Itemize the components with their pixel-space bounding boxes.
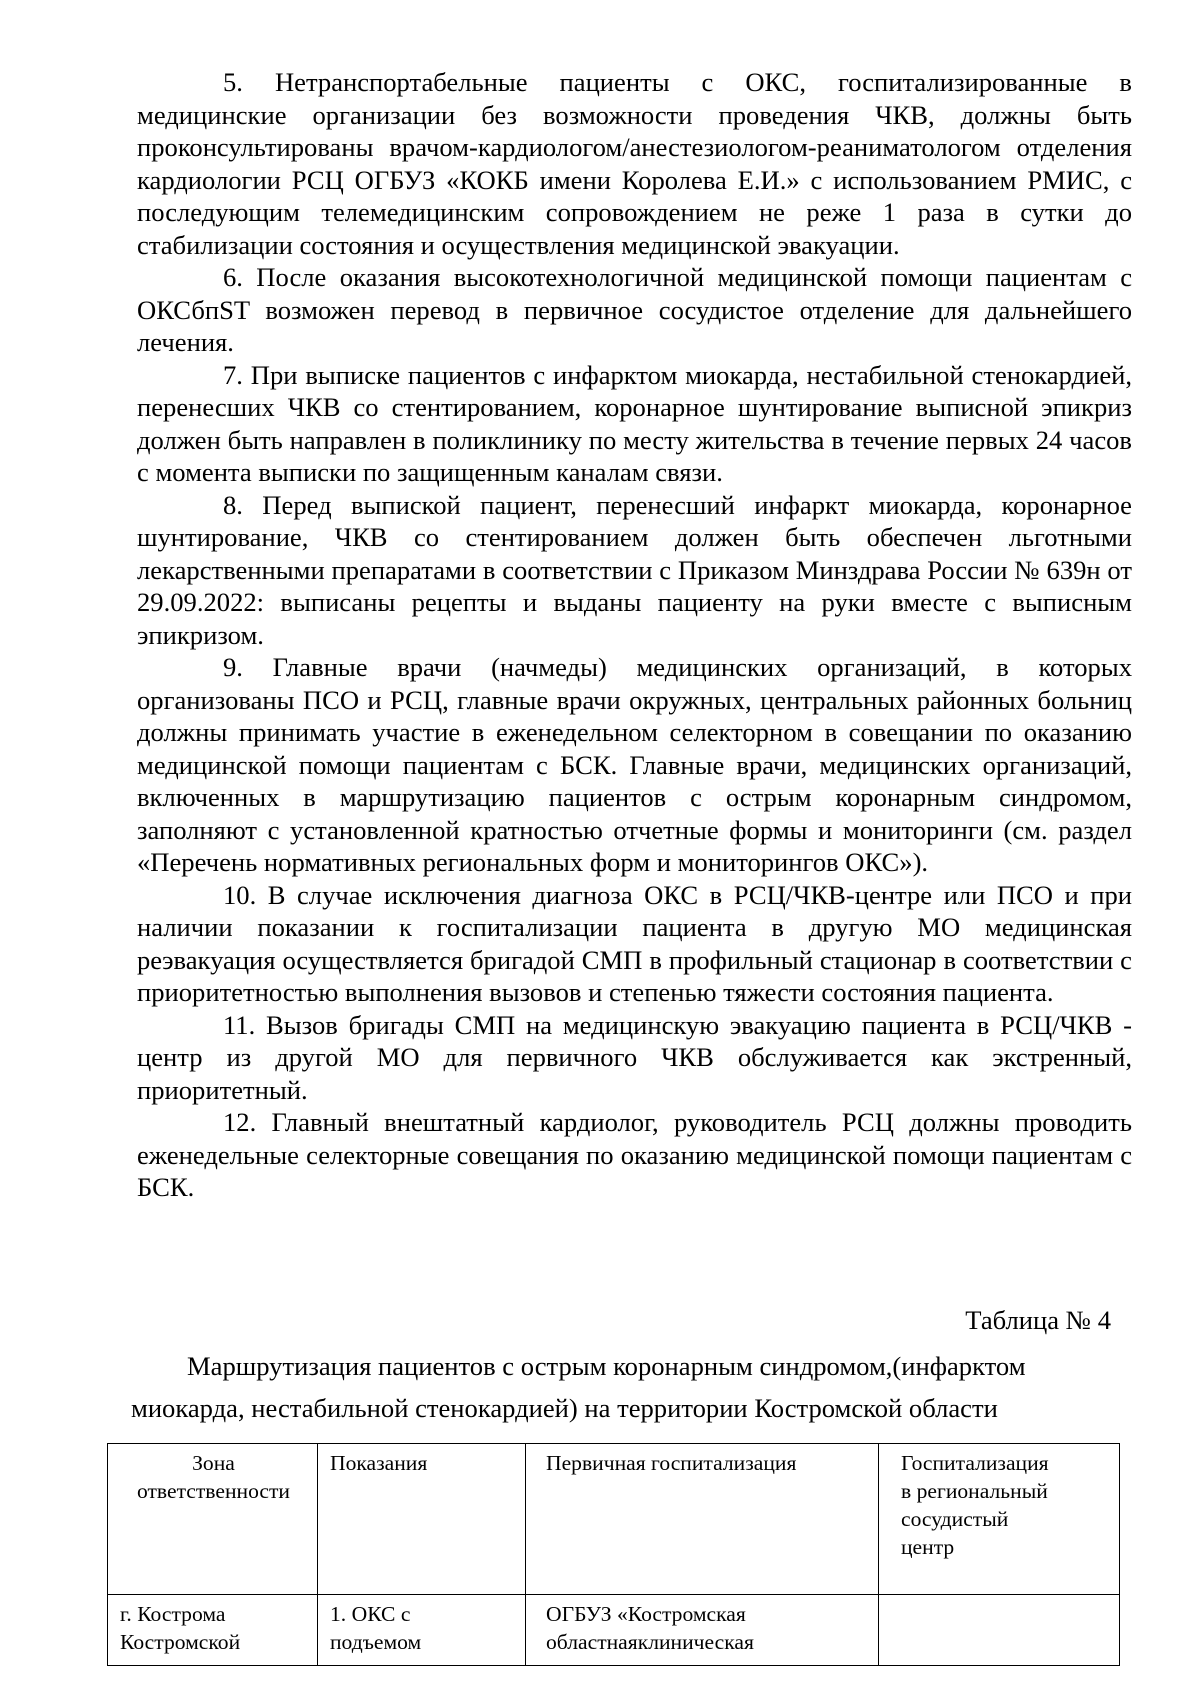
header-zone-line: ответственности xyxy=(136,1479,290,1503)
table-row xyxy=(108,1595,1120,1666)
header-regional-line: в региональный xyxy=(901,1479,1048,1503)
header-regional-line: центр xyxy=(901,1535,955,1559)
paragraph-item-10: 10. В случае исключения диагноза ОКС в РСЦ/ЧКВ-центре или ПСО и при наличии показании к госпитализации пациента в другую МО медицинская реэвакуация осуществляется бригадой СМП в профильный стационар в соответствии с приоритетностью выполнения вызовов и степенью тяжести состояния пациента. xyxy=(137,879,1132,1007)
paragraph-item-11: 11. Вызов бригады СМП на медицинскую эвакуацию пациента в РСЦ/ЧКВ - центр из другой МО для первичного ЧКВ обслуживается как экстренный, приоритетный. xyxy=(137,1009,1132,1105)
header-primary-line: Первичная госпитализация xyxy=(546,1451,797,1475)
document-body xyxy=(137,66,1132,1204)
table-title-line-1: Маршрутизация пациентов с острым коронарным синдромом,(инфарктом xyxy=(187,1351,1026,1381)
header-regional-line: сосудистый xyxy=(901,1507,1009,1531)
paragraph-item-12: 12. Главный внештатный кардиолог, руководитель РСЦ должны проводить еженедельные селекторные совещания по оказанию медицинской помощи пациентам с БСК. xyxy=(137,1107,1132,1202)
table-title-line-2: миокарда, нестабильной стенокардией) на территории Костромской области xyxy=(131,1393,998,1423)
header-zone-line: Зона xyxy=(192,1451,235,1475)
cell-primary-line: ОГБУЗ «Костромская xyxy=(546,1602,746,1626)
cell-regional-center xyxy=(879,1595,1120,1666)
cell-indications xyxy=(318,1595,526,1666)
header-primary-hospitalization xyxy=(526,1444,879,1595)
cell-indications-line: 1. ОКС с xyxy=(330,1602,411,1626)
table-caption: Таблица № 4 xyxy=(965,1305,1111,1335)
routing-table xyxy=(107,1443,1120,1666)
header-zone xyxy=(108,1444,318,1595)
header-regional-center xyxy=(879,1444,1120,1595)
header-indications xyxy=(318,1444,526,1595)
paragraph-item-5: 5. Нетранспортабельные пациенты с ОКС, госпитализированные в медицинские организации без возможности проведения ЧКВ, должны быть проконсультированы врачом-кардиологом/анестезиологом-реаниматологом отделения кардиологии РСЦ ОГБУЗ «КОКБ имени Королева Е.И.» с использованием РМИС, с последующим телемедицинским сопровождением не реже 1 раза в сутки до стабилизации состояния и осуществления медицинской эвакуации. xyxy=(137,67,1132,260)
paragraph-item-9: 9. Главные врачи (начмеды) медицинских организаций, в которых организованы ПСО и РСЦ, главные врачи окружных, центральных районных больниц должны принимать участие в еженедельном селекторном в совещании по оказанию медицинской помощи пациентам с БСК. Главные врачи, медицинских организаций, включенных в маршрутизацию пациентов с острым коронарным синдромом, заполняют с установленной кратностью отчетные формы и мониторинги (см. раздел «Перечень нормативных региональных форм и мониторингов ОКС»). xyxy=(137,652,1132,877)
paragraph-item-6: 6. После оказания высокотехнологичной медицинской помощи пациентам с ОКСбпST возможен перевод в первичное сосудистое отделение для дальнейшего лечения. xyxy=(137,262,1132,357)
cell-primary-line: областнаяклиническая xyxy=(546,1630,754,1654)
cell-zone xyxy=(108,1595,318,1666)
cell-zone-line: Костромской xyxy=(120,1630,241,1654)
cell-primary-hospitalization xyxy=(526,1595,879,1666)
table-header-row xyxy=(108,1444,1120,1595)
header-indications-line: Показания xyxy=(330,1451,428,1475)
cell-zone-line: г. Кострома xyxy=(120,1602,226,1626)
table-title xyxy=(131,1345,1131,1429)
header-regional-line: Госпитализация xyxy=(901,1451,1049,1475)
paragraph-item-8: 8. Перед выпиской пациент, перенесший инфаркт миокарда, коронарное шунтирование, ЧКВ со стентированием должен быть обеспечен льготными лекарственными препаратами в соответствии с Приказом Минздрава России № 639н от 29.09.2022: выписаны рецепты и выданы пациенту на руки вместе с выписным эпикризом. xyxy=(137,489,1132,650)
paragraph-item-7: 7. При выписке пациентов с инфарктом миокарда, нестабильной стенокардией, перенесших ЧКВ со стентированием, коронарное шунтирование выписной эпикриз должен быть направлен в поликлинику по месту жительства в течение первых 24 часов с момента выписки по защищенным каналам связи. xyxy=(137,359,1132,487)
cell-indications-line: подъемом xyxy=(330,1630,422,1654)
